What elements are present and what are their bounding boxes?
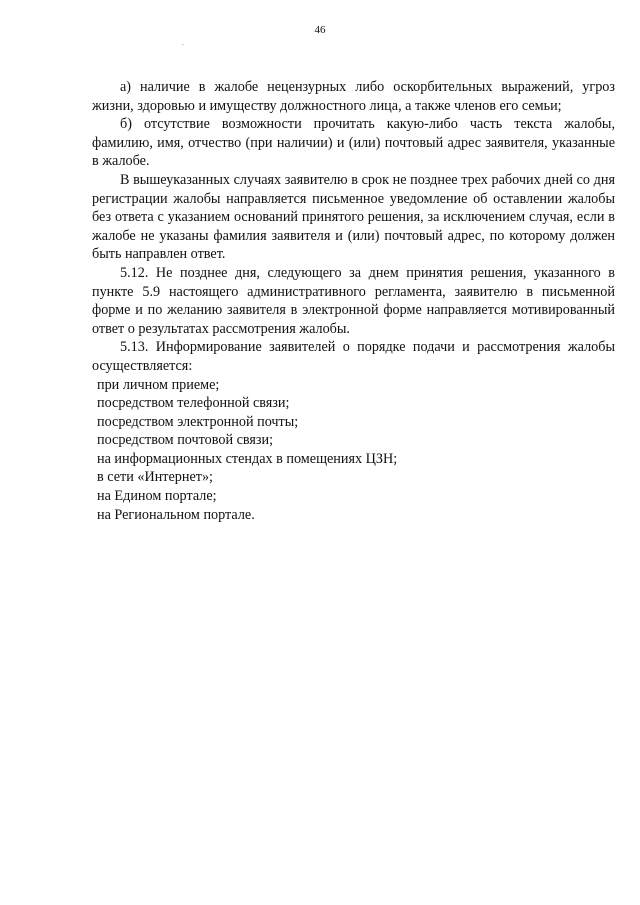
page-number: 46 bbox=[314, 24, 326, 36]
list-item-channel: на Региональном портале. bbox=[97, 506, 255, 523]
paragraph-notice: В вышеуказанных случаях заявителю в срок не позднее трех рабочих дней со дня регистрации жалобы направляется письменное уведомление об оставлении жалобы без ответа с указанием оснований принятого решения, за исключением случая, если в жалобе не указаны фамилия заявителя и (или) почтовый адрес, по которому должен быть направлен ответ. bbox=[92, 171, 615, 263]
paragraph-5-13: 5.13. Информирование заявителей о порядке подачи и рассмотрения жалобы осуществляется: bbox=[92, 339, 615, 374]
list-item-channel: посредством почтовой связи; bbox=[97, 432, 274, 449]
scan-speck bbox=[182, 44, 184, 45]
list-item-channel: посредством телефонной связи; bbox=[97, 395, 290, 412]
paragraph-b: б) отсутствие возможности прочитать какую-либо часть текста жалобы, фамилию, имя, отчество (при наличии) и (или) почтовый адрес заявителя, указанные в жалобе. bbox=[92, 116, 615, 170]
paragraph-a: а) наличие в жалобе нецензурных либо оскорбительных выражений, угроз жизни, здоровью и имуществу должностного лица, а также членов его семьи; bbox=[92, 79, 615, 114]
page-body bbox=[92, 78, 615, 524]
paragraph-5-12: 5.12. Не позднее дня, следующего за днем принятия решения, указанного в пункте 5.9 настоящего административного регламента, заявителю в письменной форме и по желанию заявителя в электронной форме направляется мотивированный ответ о результатах рассмотрения жалобы. bbox=[92, 264, 615, 337]
list-item-channel: на Едином портале; bbox=[97, 488, 217, 505]
list-item-channel: посредством электронной почты; bbox=[97, 413, 299, 430]
list-item-channel: на информационных стендах в помещениях ЦЗН; bbox=[97, 450, 398, 467]
list-item-channel: при личном приеме; bbox=[97, 376, 220, 393]
list-item-channel: в сети «Интернет»; bbox=[97, 469, 214, 486]
